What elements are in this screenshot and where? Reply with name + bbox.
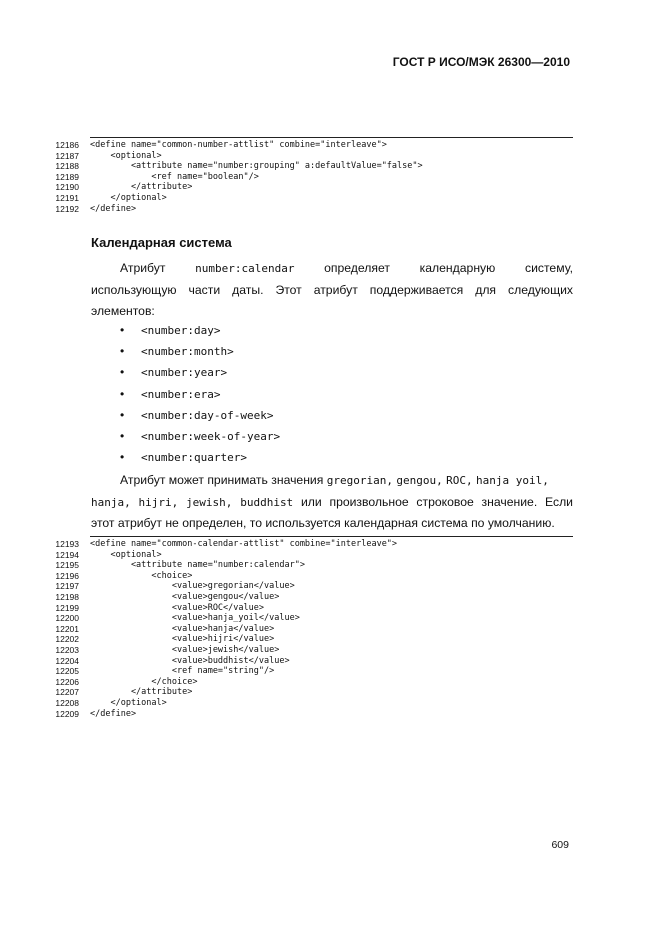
text-run: календарную — [419, 261, 496, 275]
line-number: 12201 — [55, 623, 79, 634]
line-number: 12188 — [55, 161, 79, 172]
line-number: 12196 — [55, 570, 79, 581]
paragraph-line: этот атрибут не определен, то используется календарная система по умолчанию. — [91, 516, 555, 530]
line-number: 12191 — [55, 192, 79, 203]
paragraph-line — [91, 258, 573, 280]
line-number: 12195 — [55, 560, 79, 571]
list-item-text: <number:month> — [141, 345, 234, 359]
code-line — [45, 560, 573, 571]
line-number: 12205 — [55, 666, 79, 677]
value-token: buddhist — [240, 495, 294, 509]
paragraph-line: использующую части даты. Этот атрибут поддерживается для следующих — [91, 282, 573, 297]
code-line — [45, 140, 573, 151]
code-line — [45, 539, 573, 550]
line-number: 12202 — [55, 634, 79, 645]
code-text: <value>hijri</value> — [90, 634, 275, 645]
line-number: 12199 — [55, 602, 79, 613]
code-line — [45, 656, 573, 667]
bullet-icon: • — [120, 386, 125, 401]
paragraph-calendar-intro — [91, 258, 573, 323]
code-line — [45, 698, 573, 709]
code-text: </optional> — [90, 697, 167, 708]
bullet-icon: • — [120, 407, 125, 422]
paragraph-line: элементов: — [91, 304, 155, 318]
code-line — [45, 151, 573, 162]
line-number: 12198 — [55, 591, 79, 602]
line-number: 12209 — [55, 708, 79, 719]
text-run: Атрибут может принимать значения — [120, 473, 324, 487]
bullet-icon: • — [120, 428, 125, 443]
code-line — [45, 161, 573, 172]
code-text: </attribute> — [90, 182, 193, 193]
attribute-name: number:calendar — [195, 262, 295, 275]
list-item — [120, 341, 280, 362]
code-line — [45, 687, 573, 698]
value-token: ROC, — [446, 474, 473, 487]
code-line — [45, 571, 573, 582]
list-item — [120, 426, 280, 447]
code-text: <ref name="boolean"/> — [90, 171, 259, 182]
line-number: 12192 — [55, 203, 79, 214]
line-number: 12207 — [55, 687, 79, 698]
text-run: систему, — [524, 261, 573, 275]
code-text: <attribute name="number:grouping" a:defaultValue="false"> — [90, 161, 423, 172]
line-number: 12190 — [55, 182, 79, 193]
code-text: </attribute> — [90, 687, 193, 698]
line-number: 12197 — [55, 581, 79, 592]
line-number: 12194 — [55, 549, 79, 560]
code-text: <value>gengou</value> — [90, 591, 280, 602]
value-token: hanja, — [91, 495, 131, 509]
code-line — [45, 645, 573, 656]
code-block-top-rule — [90, 137, 573, 138]
code-lines — [45, 539, 573, 719]
line-number: 12208 — [55, 697, 79, 708]
section-title: Календарная система — [91, 235, 232, 250]
code-line — [45, 634, 573, 645]
code-text: <ref name="string"/> — [90, 666, 275, 677]
line-number: 12203 — [55, 644, 79, 655]
paragraph-line — [91, 470, 573, 492]
list-item — [120, 447, 280, 468]
code-line — [45, 709, 573, 720]
code-block-2 — [45, 536, 573, 719]
code-line — [45, 603, 573, 614]
line-number: 12187 — [55, 150, 79, 161]
code-text: <value>hanja</value> — [90, 623, 275, 634]
code-text: </define> — [90, 708, 137, 719]
code-text: </optional> — [90, 192, 167, 203]
list-item-text: <number:quarter> — [141, 451, 247, 465]
bullet-icon: • — [120, 323, 125, 337]
code-line — [45, 172, 573, 183]
value-token: hijri, — [138, 495, 179, 509]
list-item-text: <number:week-of-year> — [141, 429, 281, 443]
code-text: <define name="common-calendar-attlist" combine="interleave"> — [90, 539, 398, 549]
list-item-text: <number:day-of-week> — [141, 408, 274, 422]
paragraph-line — [91, 492, 573, 514]
text-run: Атрибут — [120, 261, 166, 275]
code-line — [45, 677, 573, 688]
list-item — [120, 320, 280, 341]
code-line — [45, 592, 573, 603]
text-run: определяет — [324, 261, 390, 275]
code-line — [45, 550, 573, 561]
value-token: hanja yoil, — [476, 474, 549, 487]
code-text: <optional> — [90, 549, 162, 560]
code-text: <value>jewish</value> — [90, 644, 280, 655]
code-lines — [45, 140, 573, 214]
value-token: jewish, — [186, 495, 233, 509]
code-line — [45, 193, 573, 204]
value-token: gengou, — [396, 474, 443, 487]
value-token: gregorian, — [326, 474, 393, 487]
line-number: 12193 — [55, 539, 79, 549]
line-number: 12200 — [55, 613, 79, 624]
code-text: <value>ROC</value> — [90, 602, 264, 613]
list-item-text: <number:year> — [141, 366, 228, 380]
code-block-1 — [45, 137, 573, 214]
code-line — [45, 581, 573, 592]
code-text: <value>hanja_yoil</value> — [90, 613, 300, 624]
list-item-text: <number:era> — [141, 387, 221, 401]
code-line — [45, 666, 573, 677]
code-text: </define> — [90, 203, 137, 214]
line-number: 12189 — [55, 171, 79, 182]
list-item — [120, 362, 280, 383]
text-run: или произвольное строковое значение. Если — [300, 494, 573, 509]
code-text: <optional> — [90, 150, 162, 161]
list-item-text: <number:day> — [141, 324, 221, 337]
line-number: 12186 — [55, 140, 79, 150]
list-item — [120, 384, 280, 405]
code-text: </choice> — [90, 676, 198, 687]
paragraph-calendar-values — [91, 470, 573, 535]
code-line — [45, 204, 573, 215]
code-line — [45, 624, 573, 635]
code-line — [45, 613, 573, 624]
line-number: 12204 — [55, 655, 79, 666]
document-header: ГОСТ Р ИСО/МЭК 26300—2010 — [392, 55, 570, 69]
code-text: <define name="common-number-attlist" combine="interleave"> — [90, 140, 387, 150]
list-item — [120, 405, 280, 426]
code-text: <value>buddhist</value> — [90, 655, 290, 666]
element-list — [120, 320, 280, 468]
code-block-top-rule — [90, 536, 573, 537]
bullet-icon: • — [120, 365, 125, 380]
bullet-icon: • — [120, 450, 125, 465]
code-text: <attribute name="number:calendar"> — [90, 560, 305, 571]
bullet-icon: • — [120, 344, 125, 359]
code-line — [45, 182, 573, 193]
page-number: 609 — [551, 839, 569, 851]
code-text: <choice> — [90, 570, 193, 581]
line-number: 12206 — [55, 676, 79, 687]
code-text: <value>gregorian</value> — [90, 581, 295, 592]
